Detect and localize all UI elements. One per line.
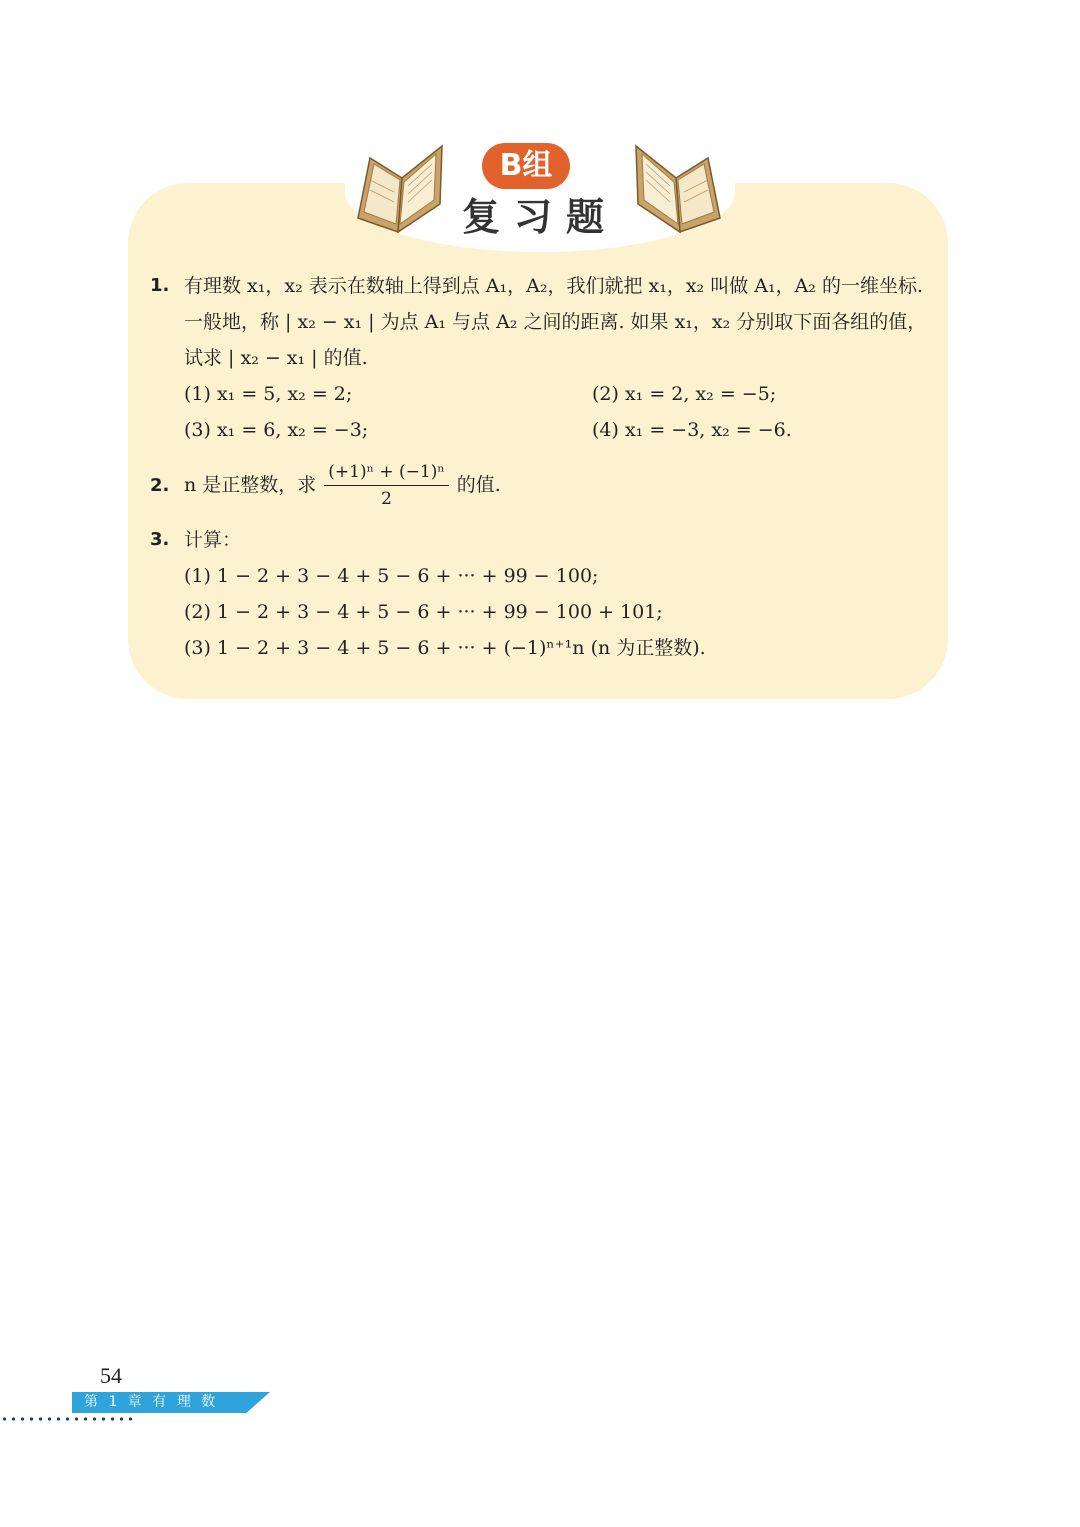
sub-question: (1) 1 − 2 + 3 − 4 + 5 − 6 + ··· + 99 − 100; [184,565,599,587]
problem-number: 1. [150,275,170,296]
sub-question: (2) x₁ = 2, x₂ = −5; [592,383,777,405]
sub-question: (2) 1 − 2 + 3 − 4 + 5 − 6 + ··· + 99 − 100 + 101; [184,601,663,623]
sub-question: (3) x₁ = 6, x₂ = −3; [184,419,369,441]
problem-list [150,268,930,666]
problem-number: 2. [150,475,170,496]
problem-text: 有理数 x₁，x₂ 表示在数轴上得到点 A₁，A₂，我们就把 x₁，x₂ 叫做 A₁，A₂ 的一维坐标. 一般地，称 | x₂ − x₁ | 为点 A₁ 与点 A₂ 之间的距离. 如果 x₁，x₂ 分别取下面各组的值，试求 | x₂ − x₁ | 的值. [184,275,927,369]
section-title: 复习题 [461,195,618,239]
problem-number: 3. [150,529,170,550]
chapter-label: 第 1 章 有 理 数 [84,1394,219,1410]
group-badge: B组 [482,143,570,189]
dotted-divider [0,1417,132,1421]
problem-1-parts [150,376,930,448]
fraction-numerator: (+1)ⁿ + (−1)ⁿ [324,461,448,486]
problem-1 [150,268,930,376]
page-number: 54 [100,1363,122,1388]
problem-3 [150,522,930,558]
problem-2 [150,456,930,514]
fraction-denominator: 2 [381,488,392,509]
fraction [324,461,448,510]
problem-prefix: n 是正整数，求 [184,474,317,496]
sub-question: (1) x₁ = 5, x₂ = 2; [184,383,353,405]
sub-question: (3) 1 − 2 + 3 − 4 + 5 − 6 + ··· + (−1)ⁿ⁺¹n (n 为正整数). [184,637,706,659]
problem-text: 计算： [184,529,242,551]
problem-suffix: 的值. [456,474,501,496]
sub-question: (4) x₁ = −3, x₂ = −6. [592,419,792,441]
